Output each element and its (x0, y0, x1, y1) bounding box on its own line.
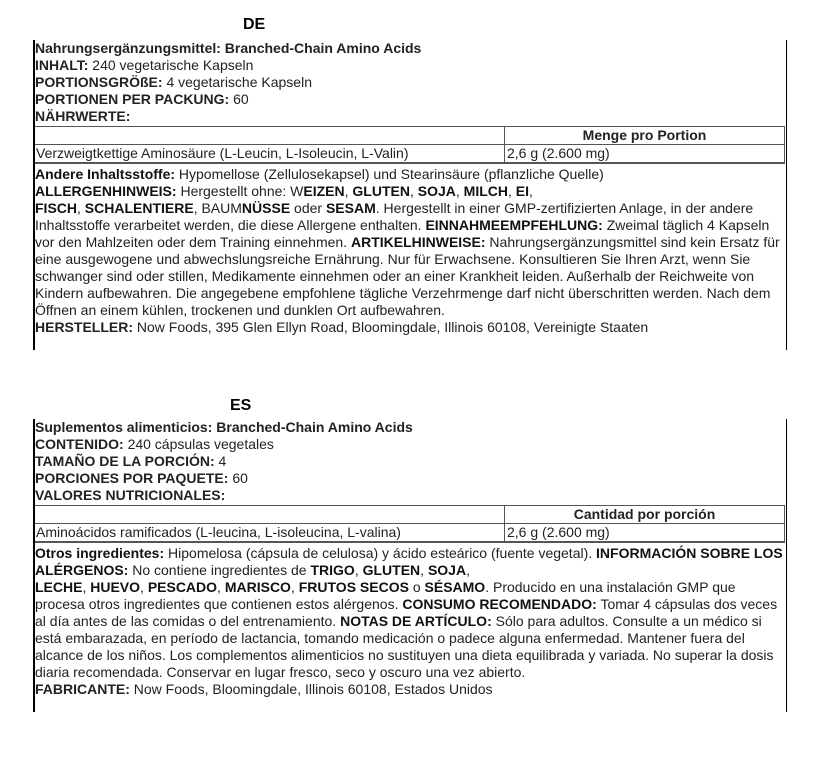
content-line: INHALT: 240 vegetarische Kapseln (35, 57, 254, 73)
nutrition-table (33, 505, 785, 542)
table-row (34, 524, 785, 542)
manufacturer-line: FABRICANTE: Now Foods, Bloomingdale, Illinois 60108, Estados Unidos (35, 681, 493, 697)
nutrition-line: VALORES NUTRICIONALES: (35, 487, 226, 503)
table-cell-value: 2,6 g (2.600 mg) (505, 145, 785, 163)
servings-line: PORCIONES POR PAQUETE: 60 (35, 470, 248, 486)
table-header-cell: Menge pro Portion (505, 127, 785, 145)
table-row (34, 145, 785, 163)
serving-line: TAMAÑO DE LA PORCIÓN: 4 (35, 453, 227, 469)
nutrition-table (33, 126, 785, 163)
label-block-es (33, 419, 785, 698)
label-block-de (33, 40, 785, 336)
right-border (786, 40, 788, 350)
left-border (33, 419, 35, 712)
product-line: Nahrungsergänzungsmittel: Branched-Chain Amino Acids (35, 40, 422, 56)
nutrition-line: NÄHRWERTE: (35, 108, 131, 124)
left-border (33, 40, 35, 350)
product-line: Suplementos alimenticios: Branched-Chain Amino Acids (35, 419, 413, 435)
table-header-row (34, 127, 785, 145)
lang-heading-de: DE (243, 16, 266, 33)
table-cell-name: Aminoácidos ramificados (L-leucina, L-isoleucina, L-valina) (34, 524, 505, 542)
right-border (786, 419, 788, 712)
table-header-cell: Cantidad por porción (505, 506, 785, 524)
product-name: Branched-Chain Amino Acids (224, 40, 422, 56)
table-header-row (34, 506, 785, 524)
manufacturer-line: HERSTELLER: Now Foods, 395 Glen Ellyn Road, Bloomingdale, Illinois 60108, Vereinigte Staaten (35, 319, 649, 335)
content-line: CONTENIDO: 240 cápsulas vegetales (35, 436, 274, 452)
serving-line: PORTIONSGRÖßE: 4 vegetarische Kapseln (35, 74, 312, 90)
product-name: Branched-Chain Amino Acids (216, 419, 413, 435)
servings-line: PORTIONEN PER PACKUNG: 60 (35, 91, 249, 107)
lang-heading-es: ES (230, 397, 252, 414)
ingredients-paragraph: Otros ingredientes: Hipomelosa (cápsula de celulosa) y ácido esteárico (fuente vegetal). INFORMACIÓN SOBRE LOS ALÉRGENOS: No contiene ingredientes de TRIGO, GLUTEN, SOJA, LECHE, HUEVO, PESCADO, MARISCO, FRUTOS SECOS o SÉSAMO. Producido en una instalación GMP que procesa otros ingredientes que contienen estos alérgenos. CONSUMO RECOMENDADO: Tomar 4 cápsulas dos veces al día antes de las comidas o del entrenamiento. NOTAS DE ARTÍCULO: Sólo para adultos. Consulte a un médico si está embarazada, en período de lactancia, tomando medicación o padece alguna enfermedad. Mantener fuera del alcance de los niños. Los complementos alimenticios no sustituyen una dieta equilibrada y variada. No superar la dosis diaria recomendada. Conservar en lugar fresco, seco y oscuro una vez abierto. (33, 542, 785, 681)
table-cell-name: Verzweigtkettige Aminosäure (L-Leucin, L-Isoleucin, L-Valin) (34, 145, 505, 163)
ingredients-paragraph: Andere Inhaltsstoffe: Hypomellose (Zellulosekapsel) und Stearinsäure (pflanzliche Quelle) ALLERGENHINWEIS: Hergestellt ohne: WEIZEN, GLUTEN, SOJA, MILCH, EI, FISCH, SCHALENTIERE, BAUMNÜSSE oder SESAM. Hergestellt in einer GMP-zertifizierten Anlage, in der andere Inhaltsstoffe verarbeitet werden, die diese Allergene enthalten. EINNAHMEEMPFEHLUNG: Zweimal täglich 4 Kapseln vor den Mahlzeiten oder dem Training einnehmen. ARTIKELHINWEISE: Nahrungsergänzungsmittel sind kein Ersatz für eine ausgewogene und abwechslungsreiche Ernährung. Nur für Erwachsene. Konsultieren Sie Ihren Arzt, wenn Sie schwanger sind oder stillen, Medikamente einnehmen oder an einer Krankheit leiden. Außerhalb der Reichweite von Kindern aufbewahren. Die angegebene empfohlene tägliche Verzehrmenge darf nicht überschritten werden. Nach dem Öffnen an einem kühlen, trockenen und dunklen Ort aufbewahren. (33, 163, 785, 319)
table-cell-value: 2,6 g (2.600 mg) (505, 524, 785, 542)
